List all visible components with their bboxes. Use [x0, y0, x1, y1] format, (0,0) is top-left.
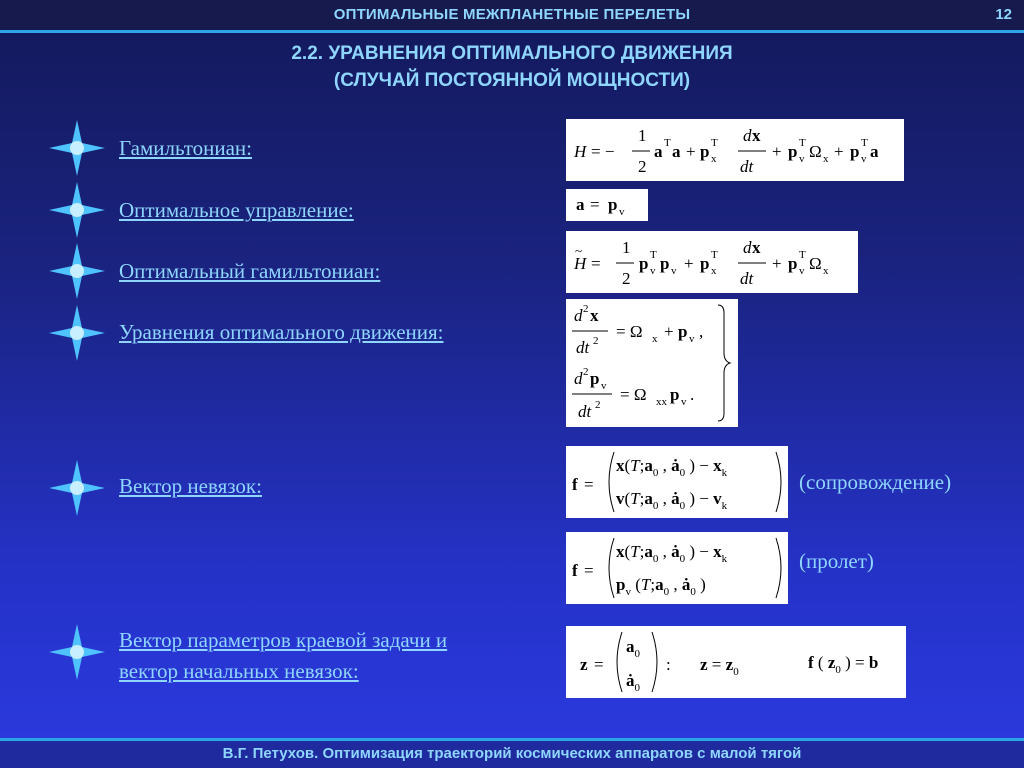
svg-text:1: 1: [638, 126, 647, 145]
label-optimal-control: Оптимальное управление:: [119, 198, 354, 222]
svg-text:a: a: [654, 142, 663, 161]
svg-text:dt: dt: [740, 157, 754, 176]
svg-text:x: x: [823, 153, 829, 165]
svg-text:2: 2: [583, 366, 589, 378]
star-bullet-icon: [49, 624, 105, 680]
svg-text:p: p: [590, 369, 600, 388]
svg-text:f: f: [572, 475, 578, 494]
svg-text:+: +: [686, 142, 696, 161]
svg-text:2: 2: [593, 335, 599, 347]
svg-text:.: .: [690, 385, 695, 404]
svg-text:H: H: [574, 142, 587, 161]
star-bullet-icon: [49, 460, 105, 516]
svg-text:x(T;a0 , ȧ0 ) − xk: $x(T;a_0$ , $ȧ_0$ ) − $x_k$: [616, 456, 728, 479]
footer-bar: [0, 741, 1024, 768]
svg-text:z = z0: $z = z_0$: [700, 655, 739, 678]
svg-text:+: +: [772, 142, 782, 161]
svg-text:~: ~: [575, 243, 583, 258]
label-motion-equations: Уравнения оптимального движения:: [119, 320, 444, 344]
svg-text:+: +: [834, 142, 844, 161]
svg-text:a0: $a_0$: [626, 637, 640, 660]
svg-text:a: a: [672, 142, 681, 161]
label-parameter-vector-line2: вектор начальных невязок:: [119, 659, 359, 683]
header-bar: [0, 0, 1024, 33]
header-title: ОПТИМАЛЬНЫЕ МЕЖПЛАНЕТНЫЕ ПЕРЕЛЕТЫ: [333, 6, 691, 23]
svg-text:2: 2: [622, 269, 631, 288]
svg-text:xx: xx: [656, 396, 667, 408]
svg-text:=: =: [584, 475, 594, 494]
svg-text:p: p: [788, 142, 798, 161]
slide-title-line1: 2.2. УРАВНЕНИЯ ОПТИМАЛЬНОГО ДВИЖЕНИЯ: [291, 43, 733, 64]
formula-parameter-vector: [566, 626, 906, 698]
svg-text:T: T: [711, 137, 718, 149]
svg-text:p: p: [660, 254, 670, 273]
svg-text:p: p: [700, 254, 710, 273]
formula-residual-flyby: [566, 532, 788, 604]
formula-hamiltonian: [566, 119, 904, 181]
svg-text:a: a: [576, 195, 585, 214]
svg-text:x: x: [711, 265, 717, 277]
svg-text:d: d: [743, 126, 752, 145]
svg-text:T: T: [664, 137, 671, 149]
svg-text:d: d: [574, 369, 583, 388]
svg-text:+: +: [684, 254, 694, 273]
svg-text:v: v: [601, 380, 607, 392]
svg-text:x: x: [823, 265, 829, 277]
svg-text:+: +: [772, 254, 782, 273]
svg-text:dt: dt: [578, 402, 592, 421]
svg-text:pv (T;a0 , ȧ0 ): $p_v$ ($T;a_0$ , $ȧ_0$ ): [616, 575, 706, 598]
label-hamiltonian: Гамильтониан:: [119, 136, 252, 160]
svg-text:p: p: [670, 385, 680, 404]
svg-text:T: T: [861, 137, 868, 149]
label-optimal-hamiltonian: Оптимальный гамильтониан:: [119, 259, 381, 283]
svg-text:2: 2: [638, 157, 647, 176]
svg-text:= −: = −: [591, 142, 615, 161]
svg-text:p: p: [639, 254, 649, 273]
svg-text:x: x: [711, 153, 717, 165]
svg-text:,: ,: [699, 322, 704, 341]
svg-text:+: +: [664, 322, 674, 341]
svg-text:v: v: [799, 265, 805, 277]
svg-text:f: f: [572, 561, 578, 580]
label-parameter-vector: [119, 625, 447, 687]
svg-text:p: p: [850, 142, 860, 161]
label-residual-vector: Вектор невязок:: [119, 474, 262, 498]
svg-text:d: d: [743, 238, 752, 257]
note-flyby: (пролет): [799, 549, 874, 573]
svg-text::: :: [666, 655, 671, 674]
svg-text:x: x: [652, 333, 658, 345]
svg-text:=: =: [594, 655, 604, 674]
svg-text:Ω: Ω: [809, 142, 822, 161]
svg-text:=: =: [591, 254, 601, 273]
formula-optimal-hamiltonian: [566, 231, 858, 293]
svg-text:T: T: [799, 137, 806, 149]
formula-residual-escort: [566, 446, 788, 518]
svg-text:Ω: Ω: [809, 254, 822, 273]
svg-text:1: 1: [622, 238, 631, 257]
footer-text: В.Г. Петухов. Оптимизация траекторий космических аппаратов с малой тягой: [222, 745, 802, 762]
star-bullet-icon: [49, 243, 105, 299]
svg-text:T: T: [799, 249, 806, 261]
svg-text:T: T: [650, 249, 657, 261]
star-bullet-icon: [49, 182, 105, 238]
svg-text:H: H: [574, 254, 587, 273]
svg-text:z: z: [580, 655, 588, 674]
svg-text:2: 2: [583, 303, 589, 315]
svg-text:v: v: [619, 206, 625, 218]
note-escort: (сопровождение): [799, 470, 952, 494]
slide-title-line2: (СЛУЧАЙ ПОСТОЯННОЙ МОЩНОСТИ): [333, 70, 691, 91]
svg-text:f ( z0 ) = b: f ( $z_0$ ) = b: [808, 653, 879, 676]
page-number: 12: [995, 6, 1012, 23]
svg-text:dt: dt: [576, 338, 590, 357]
svg-text:= Ω: = Ω: [616, 322, 643, 341]
svg-text:x(T;a0 , ȧ0 ) − xk: $x(T;a_0$ , $ȧ_0$ ) − $x_k$: [616, 542, 728, 565]
slide-title: [0, 40, 1024, 94]
svg-text:=: =: [590, 195, 600, 214]
svg-text:a: a: [870, 142, 879, 161]
svg-text:2: 2: [595, 399, 601, 411]
svg-text:x: x: [752, 238, 761, 257]
svg-text:p: p: [700, 142, 710, 161]
svg-text:p: p: [608, 195, 618, 214]
svg-text:=: =: [584, 561, 594, 580]
formula-motion-equations: [566, 299, 738, 427]
svg-text:v: v: [650, 265, 656, 277]
svg-text:v: v: [689, 333, 695, 345]
star-bullet-icon: [49, 305, 105, 361]
svg-text:v: v: [799, 153, 805, 165]
svg-text:d: d: [574, 306, 583, 325]
svg-text:v: v: [681, 396, 687, 408]
star-bullet-icon: [49, 120, 105, 176]
svg-text:v(T;a0 , ȧ0 ) − vk: $v(T;a_0$ , $ȧ_0$ ) − $v_k$: [616, 489, 728, 512]
svg-text:p: p: [788, 254, 798, 273]
formula-optimal-control: [566, 189, 648, 221]
svg-text:x: x: [752, 126, 761, 145]
svg-text:ȧ0: $ȧ_0$: [626, 671, 640, 694]
svg-text:dt: dt: [740, 269, 754, 288]
label-parameter-vector-line1: Вектор параметров краевой задачи и: [119, 628, 448, 652]
svg-text:v: v: [671, 265, 677, 277]
svg-text:x: x: [590, 306, 599, 325]
svg-text:v: v: [861, 153, 867, 165]
svg-text:p: p: [678, 322, 688, 341]
svg-text:T: T: [711, 249, 718, 261]
svg-text:= Ω: = Ω: [620, 385, 647, 404]
